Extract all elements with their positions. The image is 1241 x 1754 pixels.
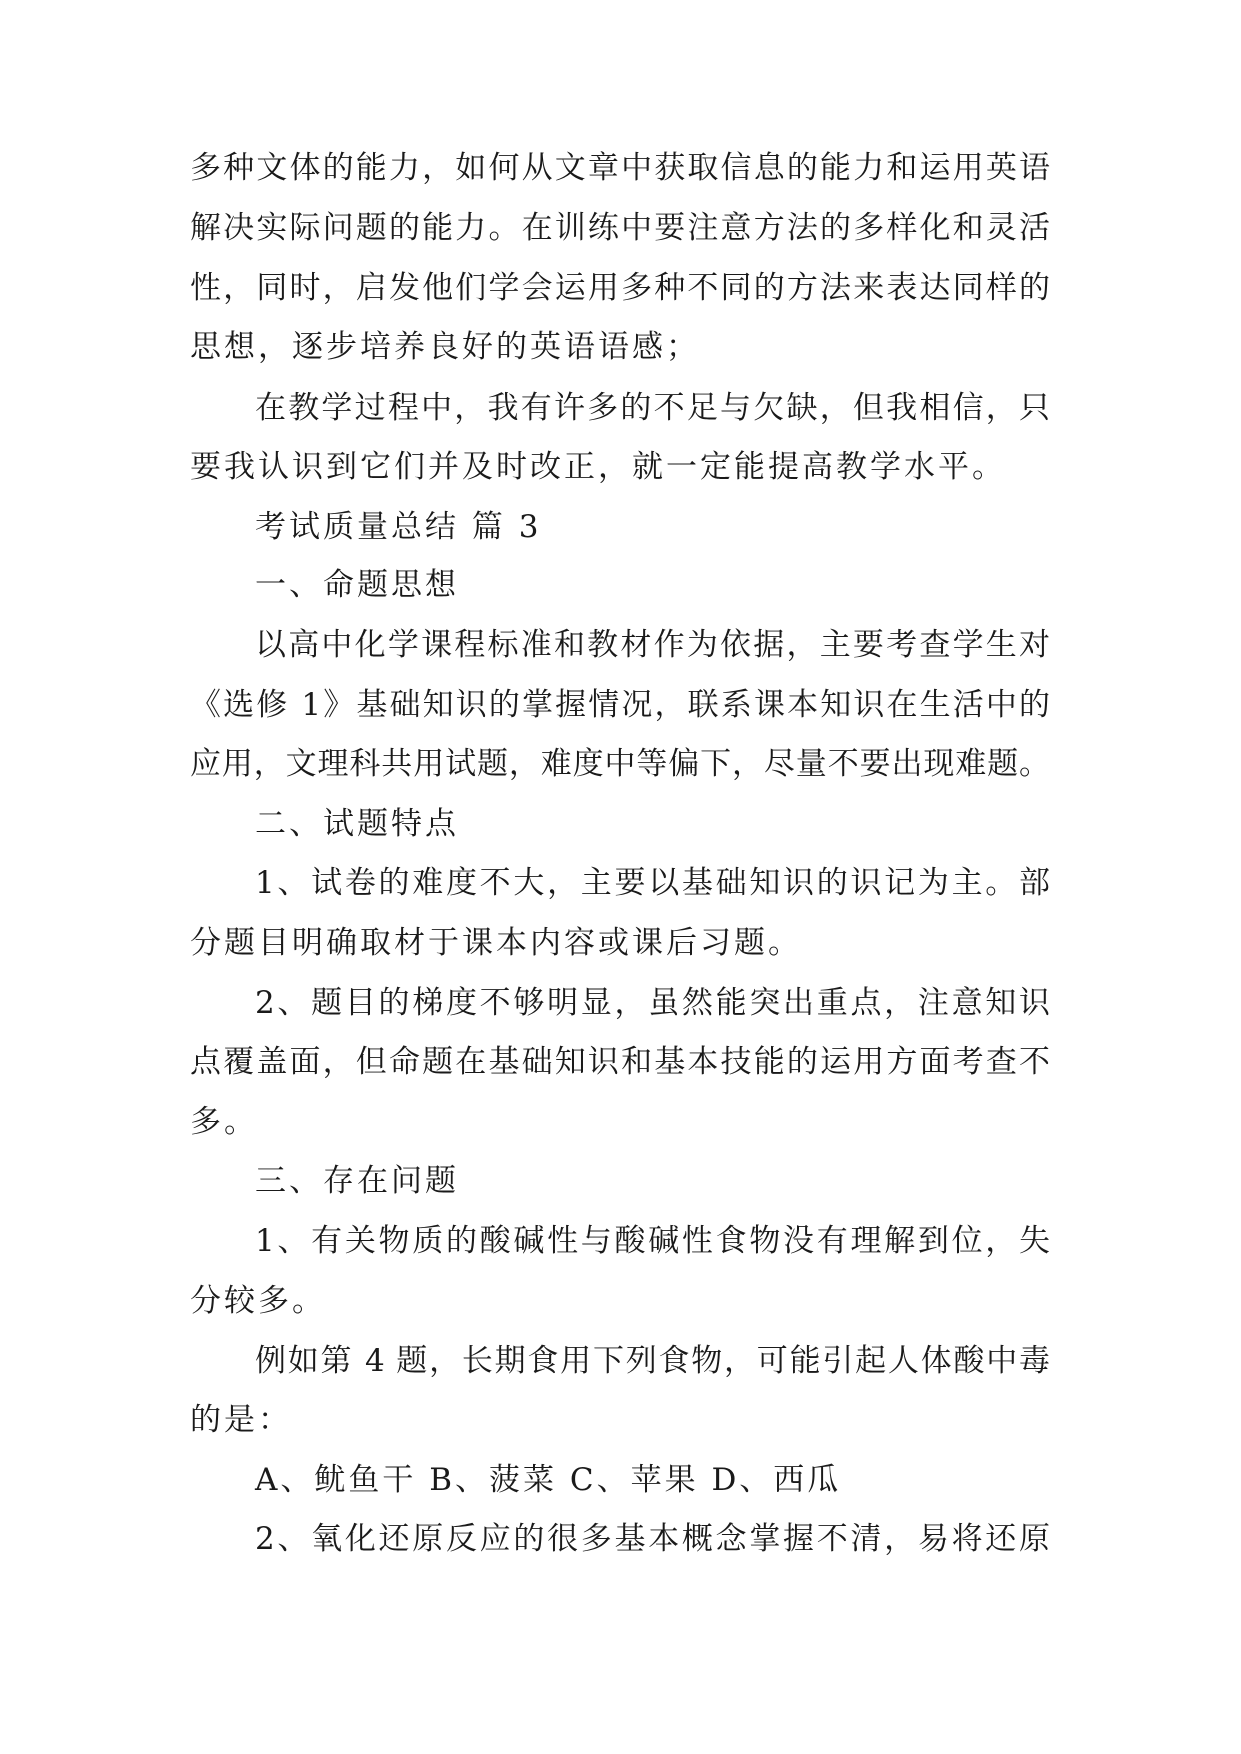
paragraph-line: 性，同时，启发他们学会运用多种不同的方法来表达同样的 xyxy=(190,270,1050,306)
paragraph-line: 1、试卷的难度不大，主要以基础知识的识记为主。部 xyxy=(255,865,1050,901)
paragraph-line: 点覆盖面，但命题在基础知识和基本技能的运用方面考查不 xyxy=(190,1044,1050,1080)
paragraph-line: 思想，逐步培养良好的英语语感； xyxy=(190,329,700,365)
paragraph-line: 在教学过程中，我有许多的不足与欠缺，但我相信，只 xyxy=(255,390,1050,426)
paragraph-line: 以高中化学课程标准和教材作为依据，主要考查学生对 xyxy=(255,627,1050,663)
paragraph-line: 多。 xyxy=(190,1104,258,1140)
paragraph-line: 分题目明确取材于课本内容或课后习题。 xyxy=(190,925,802,961)
paragraph-line: 要我认识到它们并及时改正，就一定能提高教学水平。 xyxy=(190,449,1006,485)
paragraph-line: 1、有关物质的酸碱性与酸碱性食物没有理解到位，失 xyxy=(255,1223,1050,1259)
section-heading: 三、存在问题 xyxy=(255,1163,459,1199)
section-title: 考试质量总结 篇 3 xyxy=(255,509,542,545)
paragraph-line: 的是： xyxy=(190,1402,292,1438)
paragraph-line: 2、氧化还原反应的很多基本概念掌握不清，易将还原 xyxy=(255,1521,1050,1557)
section-heading: 一、命题思想 xyxy=(255,567,459,603)
paragraph-line: 2、题目的梯度不够明显，虽然能突出重点，注意知识 xyxy=(255,985,1050,1021)
paragraph-line: 分较多。 xyxy=(190,1283,326,1319)
paragraph-line: 解决实际问题的能力。在训练中要注意方法的多样化和灵活 xyxy=(190,210,1050,246)
paragraph-line: 多种文体的能力，如何从文章中获取信息的能力和运用英语 xyxy=(190,150,1050,186)
paragraph-line: 例如第 4 题，长期食用下列食物，可能引起人体酸中毒 xyxy=(255,1343,1050,1379)
answer-options: A、鱿鱼干 B、菠菜 C、苹果 D、西瓜 xyxy=(255,1462,842,1498)
section-heading: 二、试题特点 xyxy=(255,806,459,842)
paragraph-line: 应用，文理科共用试题，难度中等偏下，尽量不要出现难题。 xyxy=(190,746,1050,782)
paragraph-line: 《选修 1》基础知识的掌握情况，联系课本知识在生活中的 xyxy=(190,687,1050,723)
